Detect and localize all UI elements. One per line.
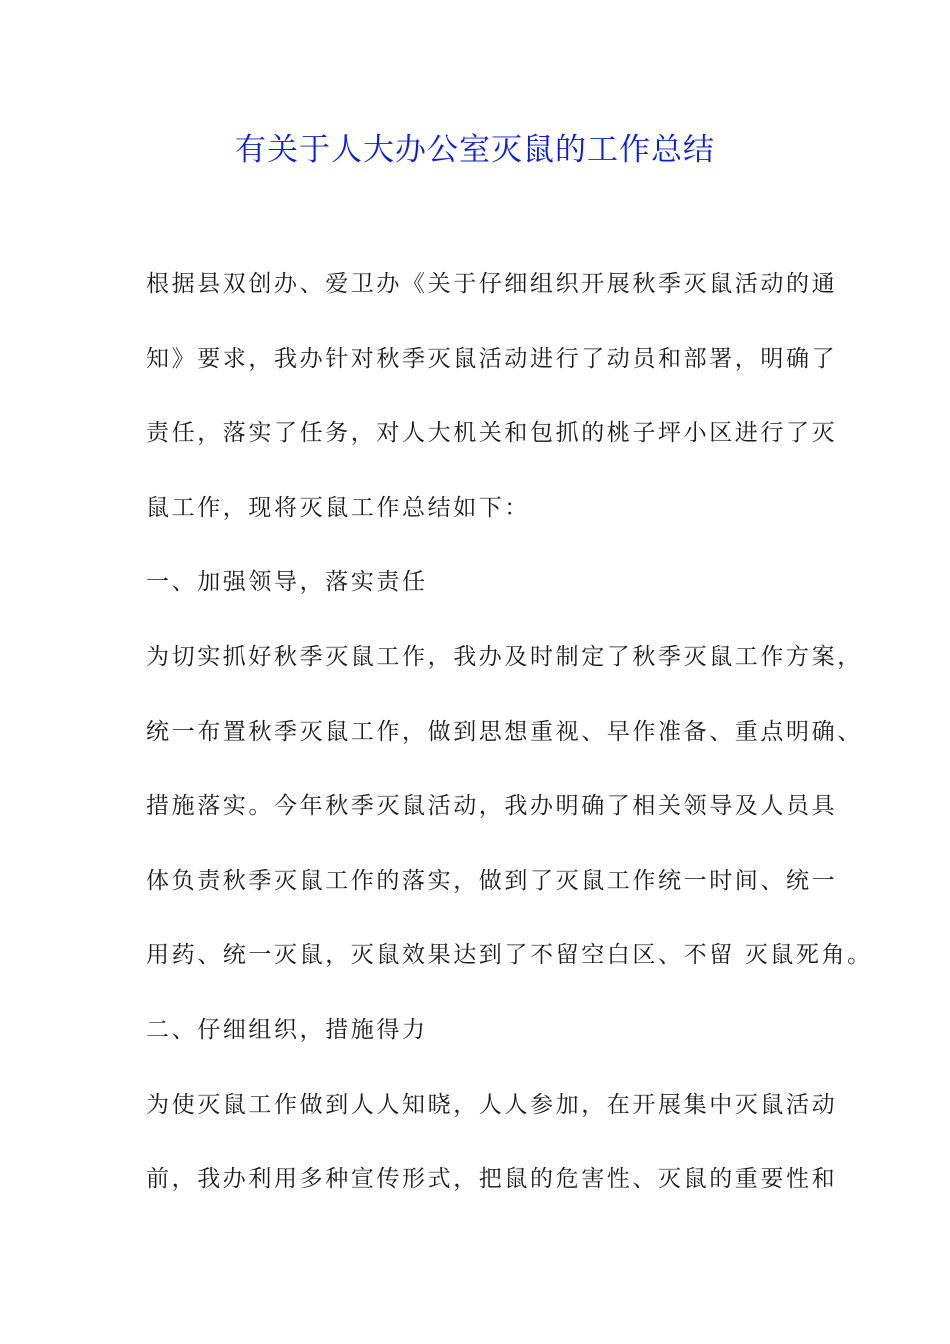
body-line: 体负责秋季灭鼠工作的落实，做到了灭鼠工作统一时间、统一 — [146, 867, 838, 894]
body-line: 为切实抓好秋季灭鼠工作，我办及时制定了秋季灭鼠工作方案， — [146, 643, 863, 670]
body-line: 鼠工作，现将灭鼠工作总结如下： — [146, 494, 530, 521]
body-line: 前，我办利用多种宣传形式，把鼠的危害性、灭鼠的重要性和 — [146, 1166, 838, 1193]
body-line: 用药、统一灭鼠，灭鼠效果达到了不留空白区、不留 灭鼠死角。 — [146, 942, 873, 969]
document-title: 有关于人大办公室灭鼠的工作总结 — [235, 132, 715, 168]
body-line: 为使灭鼠工作做到人人知晓，人人参加，在开展集中灭鼠活动 — [146, 1091, 838, 1118]
body-line: 知》要求，我办针对秋季灭鼠活动进行了动员和部署，明确了 — [146, 345, 838, 372]
body-line: 统一布置秋季灭鼠工作，做到思想重视、早作准备、重点明确、 — [146, 718, 863, 745]
section-heading-2: 二、仔细组织，措施得力 — [146, 1016, 428, 1043]
body-line: 措施落实。今年秋季灭鼠活动，我办明确了相关领导及人员具 — [146, 793, 838, 820]
document-body — [146, 262, 873, 1232]
section-heading-1: 一、加强领导，落实责任 — [146, 569, 428, 596]
body-line: 根据县双创办、爱卫办《关于仔细组织开展秋季灭鼠活动的通 — [146, 271, 838, 297]
body-line: 责任，落实了任务，对人大机关和包抓的桃子坪小区进行了灭 — [146, 420, 838, 447]
